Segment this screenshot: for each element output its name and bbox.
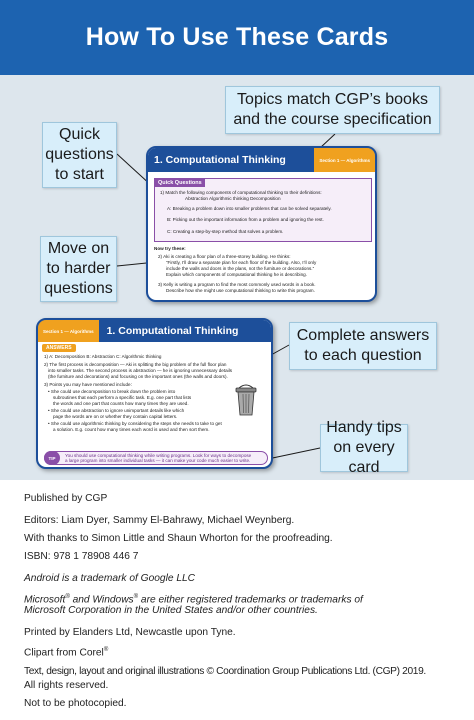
question-3: 3) Kelly is writing a program to find the most commonly used words in a book. [158,282,316,287]
answers-label: ANSWERS [42,344,76,352]
tip-text: You should use computational thinking while writing programs. Look for ways to decompose [65,453,252,458]
now-try-label: Now try these: [154,246,186,251]
question-1: 1) Match the following components of computational thinking to their definitions: [160,190,322,195]
question-2-line-4: Explain which components of computational thinking he is describing. [166,272,307,277]
microsoft-trademark-line-1: Microsoft® and Windows® are either registered trademarks or trademarks of [24,594,363,606]
callout-quick-questions: Quick questions to start [42,122,117,188]
page-title: How To Use These Cards [85,23,389,51]
callout-handy-tips: Handy tips on every card [320,424,408,472]
answer-card-example [36,318,273,469]
callout-harder-questions: Move on to harder questions [40,236,117,302]
question-2: 2) Aki is creating a floor plan of a three-storey building. He thinks: [158,254,291,259]
question-1-options: Abstraction Algorithmic thinking Decomposition [185,196,281,201]
printer-line: Printed by Elanders Ltd, Newcastle upon Tyne. [24,627,236,638]
answer-3-a-3: the words and one part that counts how many times they are used. [53,401,189,406]
answer-2: 2) The first process is decomposition — Aki is splitting the big problem of the full floor plan [44,362,227,367]
tip-text-line-2: a large program into smaller individual tasks — it can make your code much easier to write. [65,458,251,463]
answer-card-section: Section 1 — Algorithms [38,320,99,342]
question-3-line-2: Describe how she might use computational thinking to write this program. [166,288,315,293]
question-card-header [148,148,375,172]
answer-3-c-2: a solution. E.g. count how many times each word is used and then sort them. [53,427,210,432]
photocopy-line: Not to be photocopied. [24,698,127,709]
editors-line: Editors: Liam Dyer, Sammy El-Bahrawy, Michael Weynberg. [24,515,295,526]
answer-card-header [38,320,271,342]
question-2-line-3: include the walls and doors in the plans, not the furniture or decorations.” [166,266,315,271]
answer-2-line-3: (the furniture and decorations) and focusing on the important ones (the walls and doors). [48,374,228,379]
rights-line: All rights reserved. [24,680,109,691]
answer-3-c: • She could use algorithmic thinking by considering the steps she needs to take to get [48,421,222,426]
question-2-line-2: “Firstly, I’ll draw a separate plan for each floor of the building. Also, I’ll only [166,260,317,265]
answer-3-a: • She could use decomposition to break down the problem into [48,389,176,394]
question-1-c: C: Creating a step-by-step method that solves a problem. [167,229,284,234]
tip-label: TIP [44,451,60,465]
answer-1: 1) A: Decomposition B: Abstraction C: Algorithmic thinking [44,354,162,359]
android-trademark: Android is a trademark of Google LLC [24,573,196,584]
tip-box [44,451,268,465]
quick-questions-box [154,178,372,242]
question-card-title: 1. Computational Thinking [154,154,286,166]
answer-3-a-2: subroutines that each perform a specific task. E.g. one part that lists [53,395,192,400]
answer-2-line-2: into smaller tasks. The second process is abstraction — he is ignoring unnecessary details [48,368,233,373]
answer-3-b-2: page the words are on or whether they contain capital letters. [53,414,178,419]
callout-complete-answers: Complete answers to each question [289,322,437,370]
question-card-example [146,146,377,302]
question-1-b: B: Picking out the important information from a problem and ignoring the rest. [167,217,324,222]
callout-topics: Topics match CGP’s books and the course specification [225,86,440,134]
answer-3-b: • She could use abstraction to ignore unimportant details like which [48,408,185,413]
thanks-line: With thanks to Simon Little and Shaun Whorton for the proofreading. [24,533,333,544]
trash-bin-icon [233,382,259,418]
answer-3: 3) Points you may have mentioned include: [44,382,132,387]
clipart-line: Clipart from Corel® [24,647,109,659]
isbn-line: ISBN: 978 1 78908 446 7 [24,551,139,562]
question-card-section: Section 1 — Algorithms [314,148,375,172]
microsoft-trademark-line-2: Microsoft Corporation in the United States and/or other countries. [24,605,318,616]
quick-questions-label: Quick Questions [155,179,205,187]
question-1-a: A: Breaking a problem down into smaller problems that can be solved separately. [167,206,332,211]
title-banner [0,0,474,75]
answer-card-title: 1. Computational Thinking [106,325,239,337]
copyright-line: Text, design, layout and original illustrations © Coordination Group Publications Ltd. (CGP) 2019. [24,666,426,677]
publisher-line: Published by CGP [24,493,108,504]
